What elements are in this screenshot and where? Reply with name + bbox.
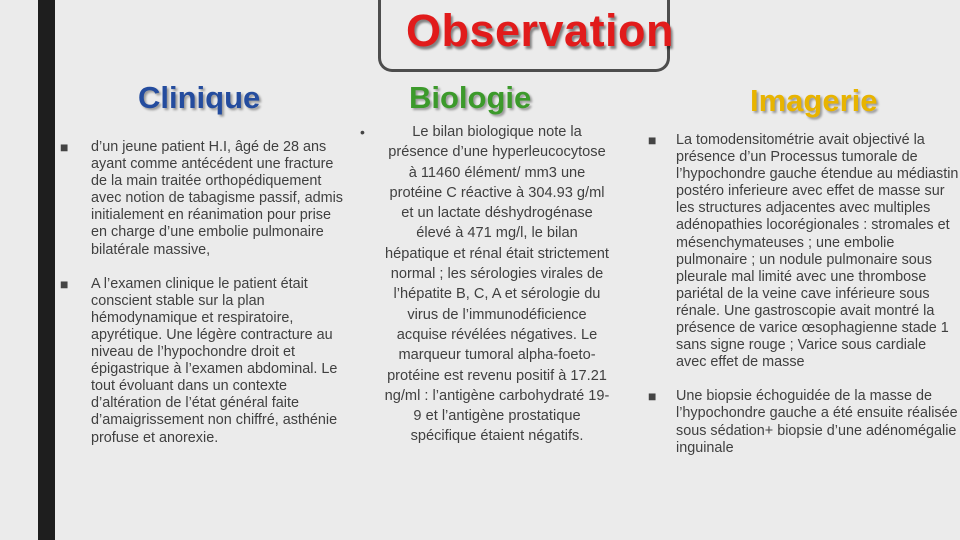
list-item xyxy=(60,276,345,447)
imagerie-item-text: La tomodensitométrie avait objectivé la présence d’un Processus tumorale de l’hypochondre gauche étendue au médiastin postéro inferieure avec effet de masse sur les structures adjacentes avec multiples adénopathies locorégionales : stromales et mésenchymateuses ; une embolie pulmonaire ; un nodule pulmonaire sous pleurale mal limité avec une thrombose pariétal de la veine cave inférieure sous rénale. Une gastroscopie avait montré la présence de varice œsophagienne stade 1 sans signe rouge ; Varice sous cardiale avec effet de masse xyxy=(676,132,959,371)
list-item xyxy=(648,388,960,456)
heading-imagerie: Imagerie xyxy=(750,83,878,118)
slide-title: Observation xyxy=(405,5,675,56)
imagerie-item-text: Une biopsie échoguidée de la masse de l’hypochondre gauche a été ensuite réalisée sous sédation+ biopsie d’une adénomégalie inguinale xyxy=(676,388,958,456)
heading-clinique: Clinique xyxy=(138,80,261,115)
column-biologie xyxy=(360,122,610,447)
list-item xyxy=(648,132,960,371)
biologie-item-text: Le bilan biologique note la présence d’une hyperleucocytose à 11460 élément/ mm3 une protéine C réactive à 304.93 g/ml et un lactate déshydrogénase élevé à 471 mg/l, le bilan hépatique et rénal était strictement normal ; les sérologies virales de l’hépatite B, C, A et sérologie du virus de l’immunodéficience acquise révélées négatives. Le marqueur tumoral alpha-foeto-protéine est revenu positif à 17.21 ng/ml : l’antigène carbohydraté 19-9 et l’antigène prostatique spécifique étaient négatifs. xyxy=(384,124,610,445)
square-bullet-icon: ■ xyxy=(60,275,69,292)
square-bullet-icon: ■ xyxy=(60,139,69,155)
left-accent-bar xyxy=(38,0,55,540)
clinique-item-text: A l’examen clinique le patient était conscient stable sur la plan hémodynamique et respiratoire, apyrétique. Une légère contracture au niveau de l’hypochondre droit et épigastrique à l’examen abdominal. Le tout évoluant dans un contexte d’altération de l’état général faite d’amaigrissement non chiffré, asthénie profuse et anorexie. xyxy=(91,275,338,446)
square-bullet-icon: ■ xyxy=(648,132,657,148)
square-bullet-icon: ■ xyxy=(648,388,657,405)
round-bullet-icon: • xyxy=(360,124,365,140)
list-item xyxy=(360,122,610,447)
clinique-item-text: d’un jeune patient H.I, âgé de 28 ans ayant comme antécédent une fracture de la main traitée orthopédiquement avec notion de tabagisme passif, admis initialement en réanimation pour prise en charge d’une embolie pulmonaire bilatérale massive, xyxy=(91,139,343,258)
column-clinique xyxy=(60,139,345,447)
column-imagerie xyxy=(648,132,960,457)
list-item xyxy=(60,139,345,259)
heading-biologie: Biologie xyxy=(409,80,532,115)
